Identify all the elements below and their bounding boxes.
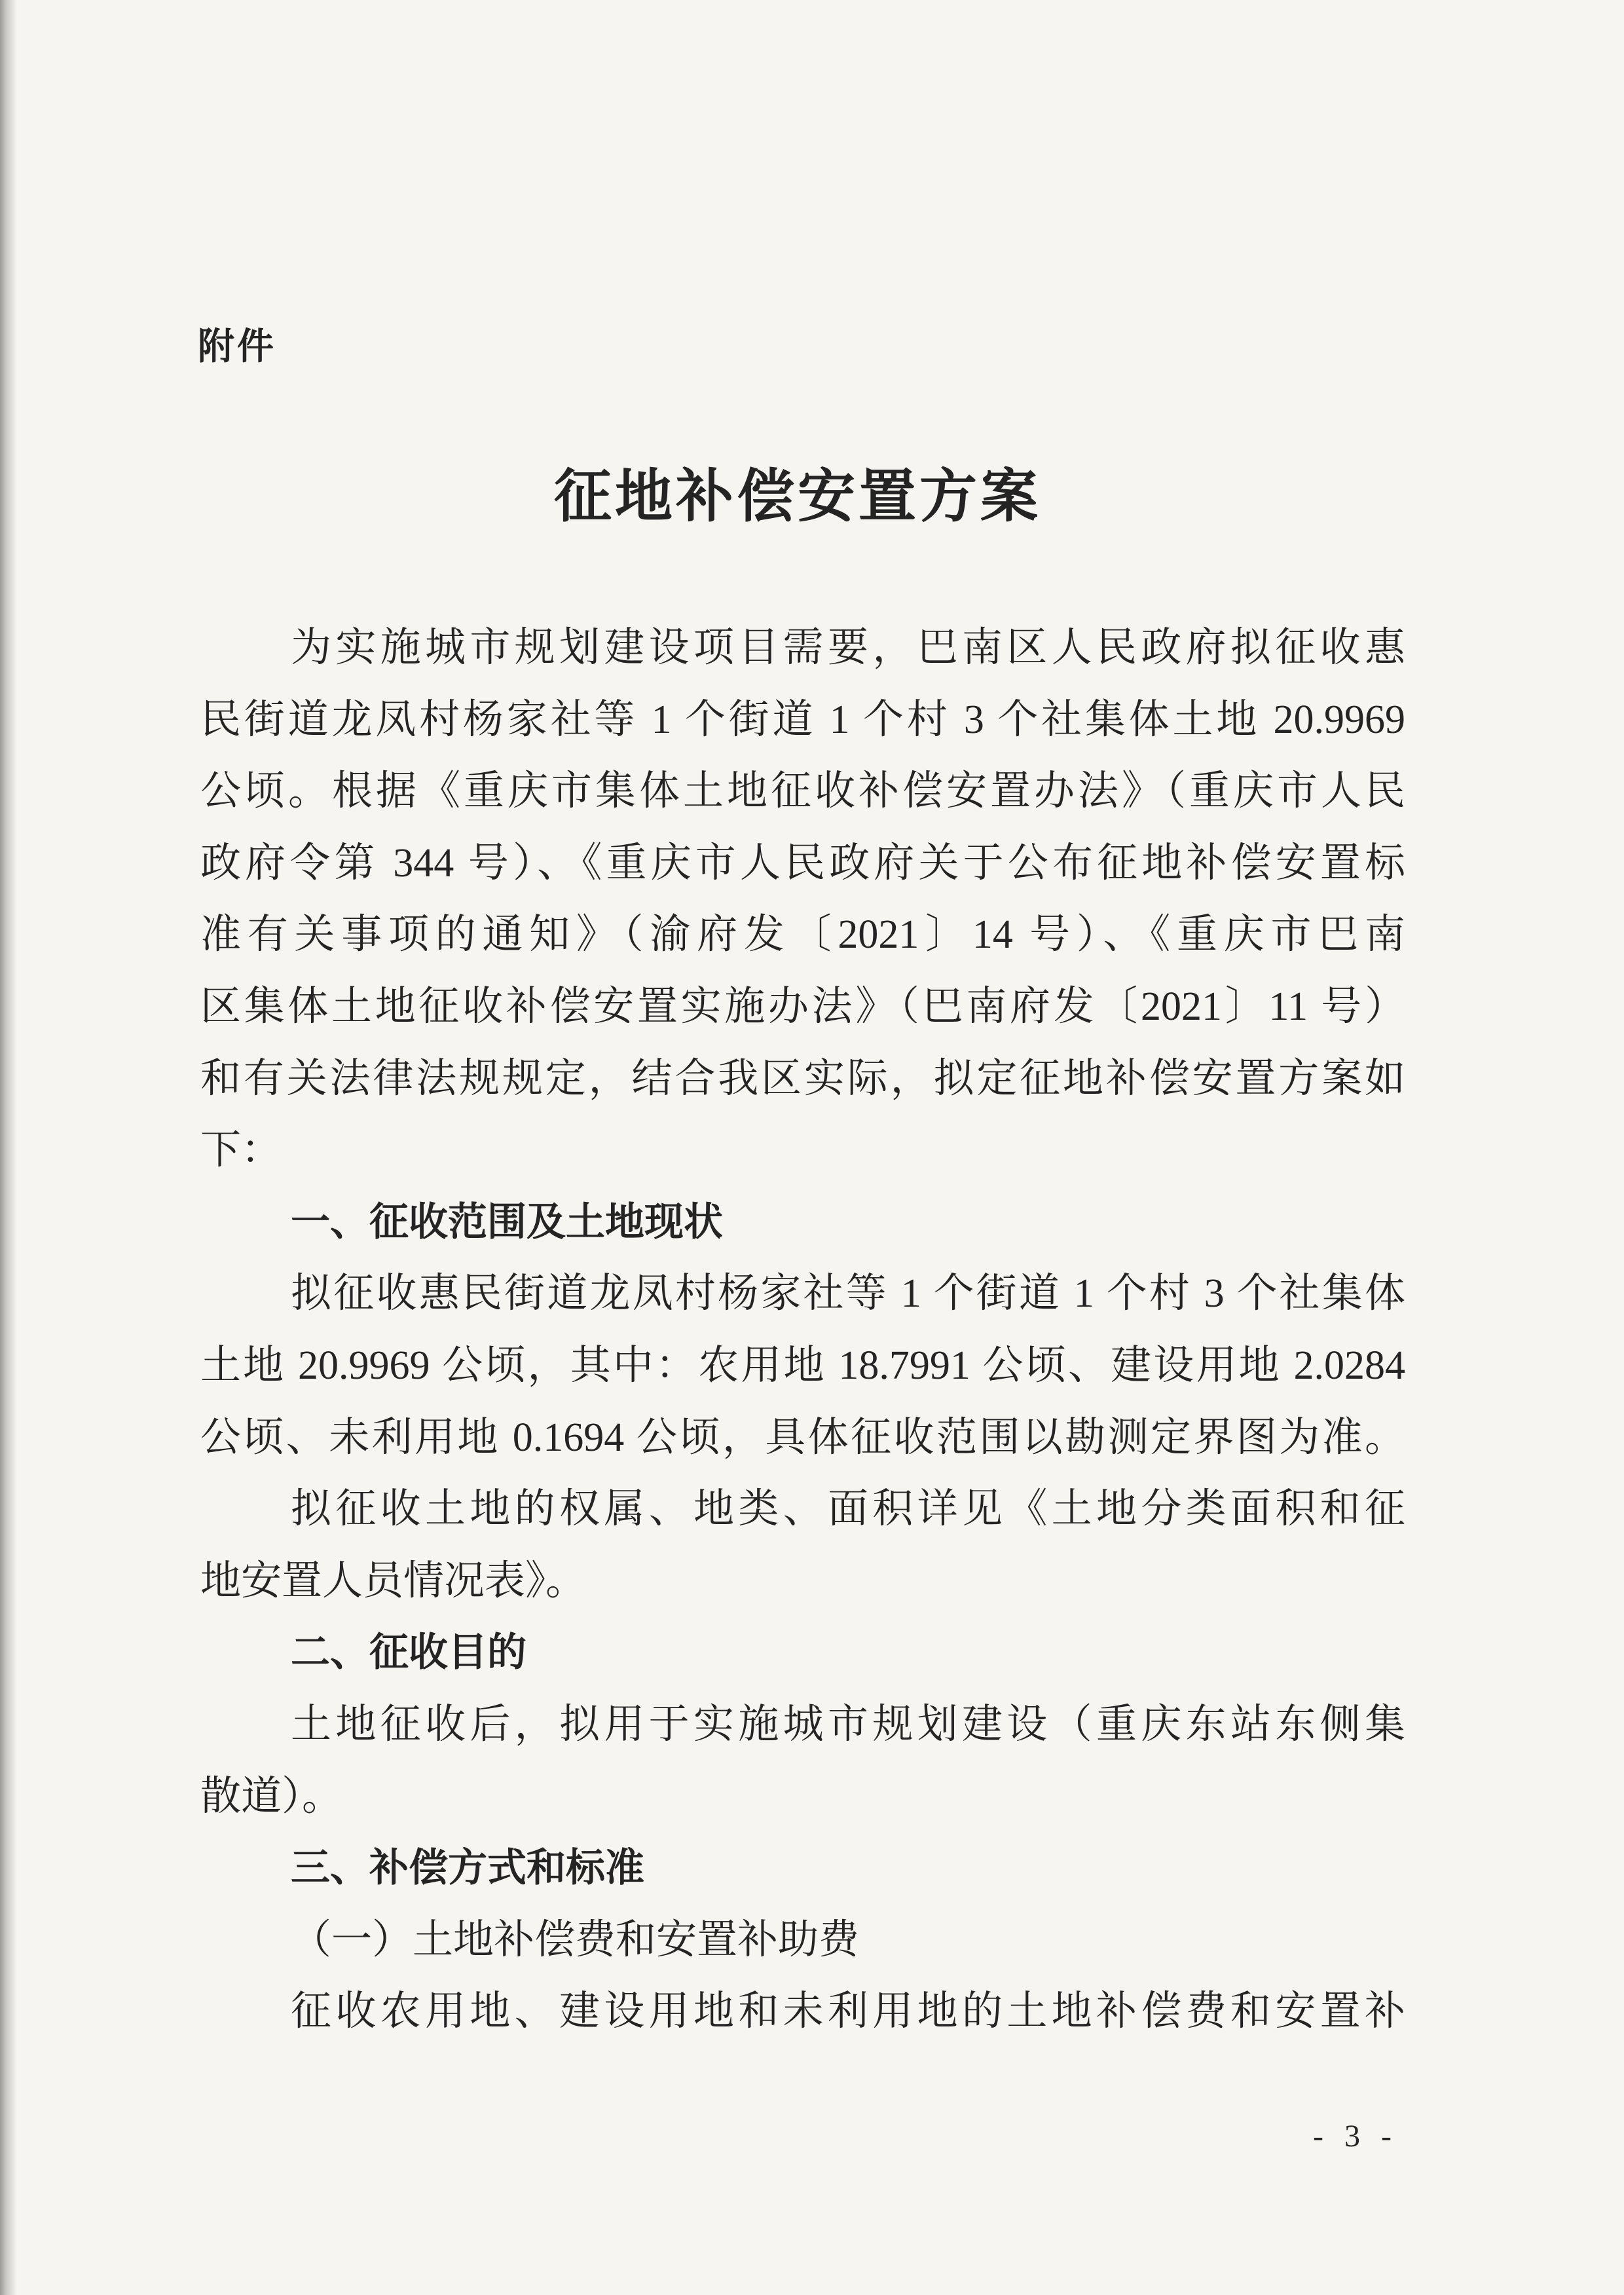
document-title: 征地补偿安置方案: [554, 466, 1042, 529]
section-3-line: 征收农用地、建设用地和未利用地的土地补偿费和安置补: [291, 1989, 1405, 2034]
section-2-line: 散道）。: [200, 1774, 343, 1819]
page-number: - 3 -: [1313, 2119, 1398, 2154]
intro-line: 准有关事项的通知》（渝府发〔2021〕14 号）、《重庆市巴南: [200, 912, 1405, 958]
section-1-line: 地安置人员情况表》。: [200, 1558, 587, 1603]
intro-line: 政府令第 344 号）、《重庆市人民政府关于公布征地补偿安置标: [200, 840, 1405, 886]
section-1-line: 拟征收土地的权属、地类、面积详见《土地分类面积和征: [291, 1487, 1405, 1532]
intro-line: 为实施城市规划建设项目需要，巴南区人民政府拟征收惠: [291, 625, 1405, 670]
section-1-heading: 一、征收范围及土地现状: [291, 1199, 723, 1245]
attachment-label: 附件: [198, 326, 276, 368]
section-3-subheading: （一）土地补偿费和安置补助费: [291, 1917, 860, 1962]
intro-line: 民街道龙凤村杨家社等 1 个街道 1 个村 3 个社集体土地 20.9969: [200, 697, 1405, 742]
intro-line: 区集体土地征收补偿安置实施办法》（巴南府发〔2021〕11 号）: [200, 984, 1405, 1029]
section-2-heading: 二、征收目的: [291, 1630, 526, 1676]
section-1-line: 拟征收惠民街道龙凤村杨家社等 1 个街道 1 个村 3 个社集体: [291, 1271, 1405, 1316]
document-body: [200, 612, 1405, 2048]
section-1-line: 公顷、未利用地 0.1694 公顷，具体征收范围以勘测定界图为准。: [200, 1415, 1405, 1460]
section-1-line: 土地 20.9969 公顷，其中：农用地 18.7991 公顷、建设用地 2.0284: [200, 1343, 1405, 1388]
section-2-line: 土地征收后，拟用于实施城市规划建设（重庆东站东侧集: [291, 1702, 1405, 1747]
intro-line: 公顷。根据《重庆市集体土地征收补偿安置办法》（重庆市人民: [200, 769, 1405, 814]
scan-edge-shadow: [0, 0, 17, 2295]
intro-line: 下：: [200, 1128, 282, 1173]
intro-line: 和有关法律法规规定，结合我区实际，拟定征地补偿安置方案如: [200, 1056, 1405, 1101]
section-3-heading: 三、补偿方式和标准: [291, 1845, 644, 1892]
